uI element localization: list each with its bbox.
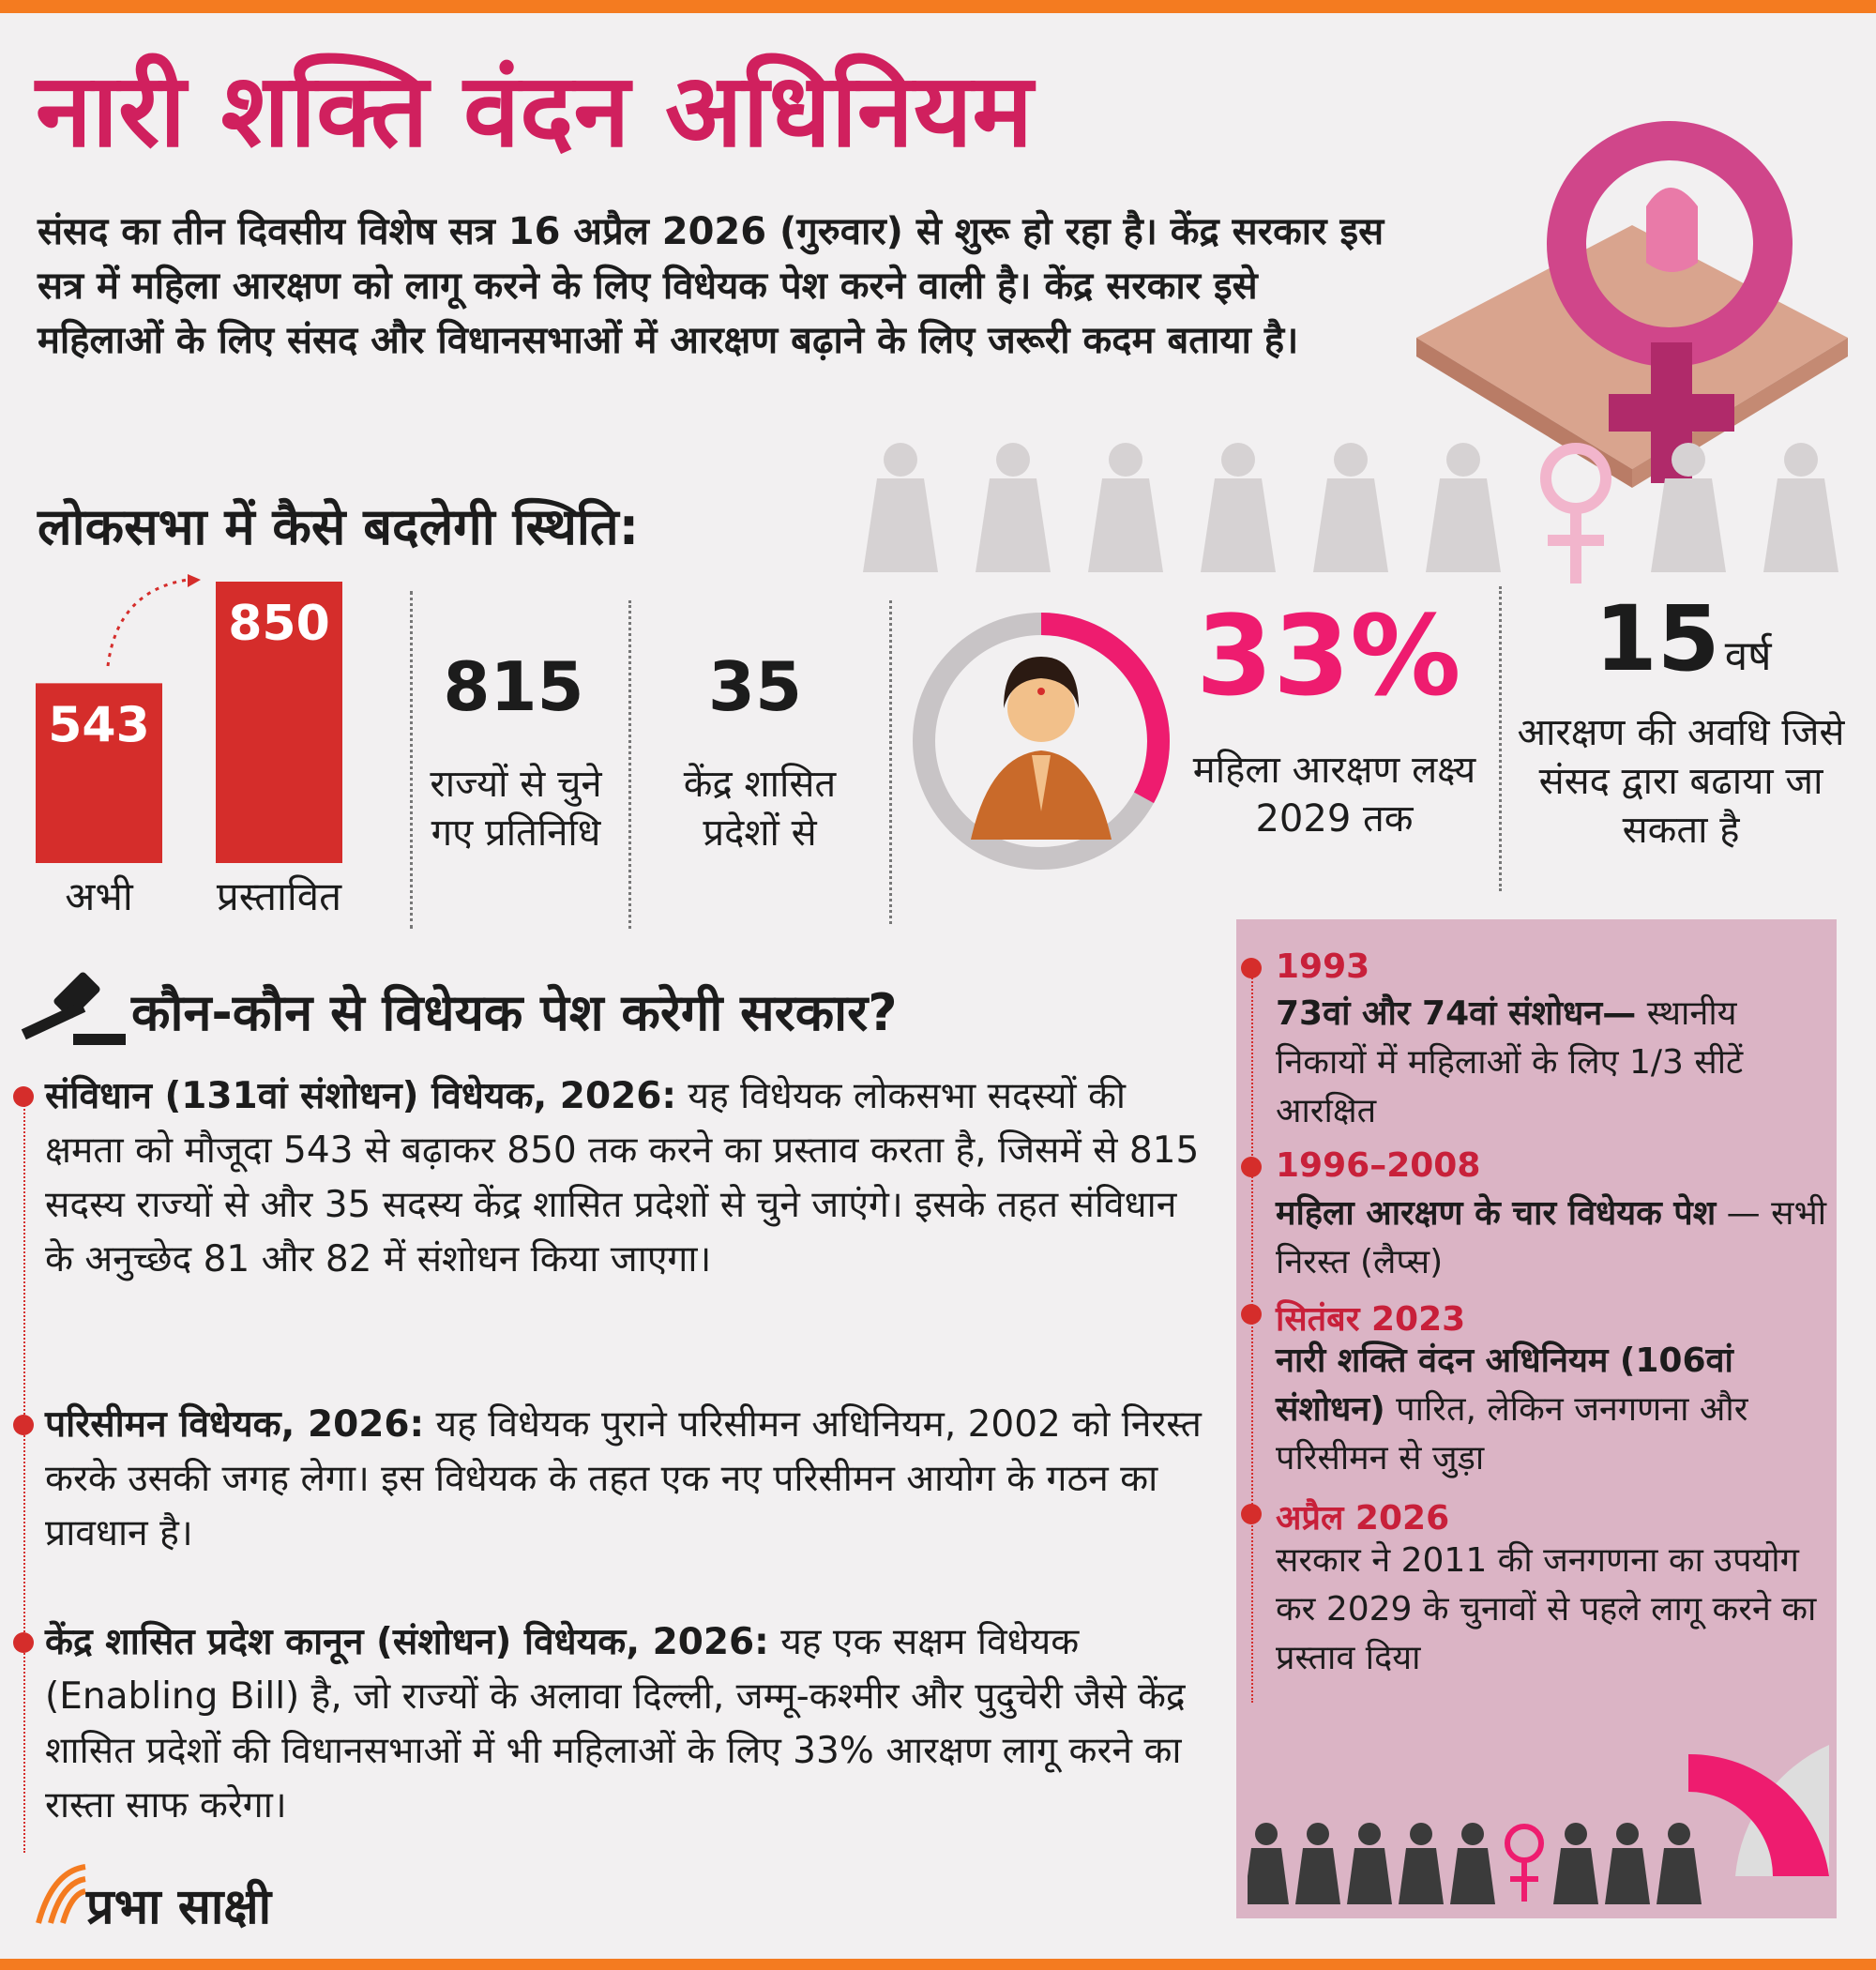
timeline-year: 1996–2008 [1276, 1146, 1481, 1185]
years-unit: वर्ष [1724, 632, 1772, 680]
woman-namaste-icon [971, 657, 1112, 840]
loksabha-bar-chart [28, 563, 403, 919]
timeline-desc: — सभी निरस्त (लैप्स) [1276, 1194, 1827, 1281]
timeline-bold: 73वां और 74वां संशोधन— [1276, 994, 1637, 1033]
timeline-year: सितंबर 2023 [1276, 1300, 1466, 1339]
bar-category-label: प्रस्तावित [216, 873, 342, 919]
bar-value-label: 543 [48, 697, 150, 754]
percent-label: महिला आरक्षण लक्ष्य 2029 तक [1192, 749, 1476, 841]
bar-category-label: अभी [65, 873, 133, 919]
bill-text: यह विधेयक पुराने परिसीमन अधिनियम, 2002 को निरस्त करके उसकी जगह लेगा। इस विधेयक के तहत एक नए परिसीमन आयोग के गठन का प्रावधान है। [45, 1403, 1202, 1554]
timeline-dot [1241, 1304, 1262, 1325]
subheading: लोकसभा में कैसे बदलेगी स्थिति: [38, 497, 640, 556]
timeline-text [1276, 1537, 1829, 1683]
bullet-dot [13, 1415, 34, 1435]
timeline-bold: नारी शक्ति वंदन अधिनियम (106वां संशोधन) [1276, 1341, 1733, 1429]
growth-arrow [108, 580, 188, 666]
timeline-text [1276, 1337, 1829, 1483]
bill-head: केंद्र शासित प्रदेश कानून (संशोधन) विधेयक, 2026: [45, 1621, 769, 1663]
timeline-year: अप्रैल 2026 [1276, 1499, 1450, 1538]
women-row-icon [863, 441, 1876, 600]
timeline-desc: सरकार ने 2011 की जनगणना का उपयोग कर 2029 के चुनावों से पहले लागू करने का प्रस्ताव दिया [1276, 1541, 1817, 1677]
timeline-year: 1993 [1276, 947, 1370, 986]
bill-text: यह विधेयक लोकसभा सदस्यों की क्षमता को मौजूदा 543 से बढ़ाकर 850 तक करने का प्रस्ताव करता है, जिसमें से 815 सदस्य राज्यों से और 35 सदस्य केंद्र शासित प्रदेशों से चुने जाएंगे। इसके तहत संविधान के अनुच्छेद 81 और 82 में संशोधन किया जाएगा। [45, 1075, 1200, 1280]
page-title: नारी शक्ति वंदन अधिनियम [36, 53, 1034, 170]
years-number: 15 [1595, 586, 1720, 691]
divider [889, 600, 892, 924]
bill-item [45, 1615, 1208, 1833]
states-label: राज्यों से चुने गए प्रतिनिधि [430, 763, 602, 855]
bill-text: यह एक सक्षम विधेयक (Enabling Bill) है, जो राज्यों के अलावा दिल्ली, जम्मू-कश्मीर और पुदुचेरी जैसे केंद्र शासित प्रदेशों की विधानसभाओं में भी महिलाओं के लिए 33% आरक्षण लागू करने का रास्ता साफ करेगा। [45, 1621, 1186, 1826]
ut-number: 35 [707, 647, 803, 726]
timeline-dot [1241, 1504, 1262, 1524]
bullet-dot [13, 1632, 34, 1653]
bill-item [45, 1398, 1208, 1561]
timeline-desc: स्थानीय निकायों में महिलाओं के लिए 1/3 सीटें आरक्षित [1276, 994, 1744, 1130]
top-accent-bar [0, 0, 1876, 13]
timeline-text [1276, 990, 1829, 1136]
years-figure [1595, 586, 1772, 691]
bar-value-label: 850 [228, 596, 330, 652]
bottom-accent-bar [0, 1959, 1876, 1970]
states-number: 815 [443, 647, 584, 726]
years-label: आरक्षण की अवधि जिसे संसद द्वारा बढाया जा सकता है [1517, 711, 1845, 852]
gavel-icon [17, 966, 129, 1051]
timeline-line [1251, 971, 1253, 1703]
ut-label: केंद्र शासित प्रदेशों से [683, 763, 837, 855]
divider [628, 600, 631, 929]
bill-head: संविधान (131वां संशोधन) विधेयक, 2026: [45, 1075, 676, 1117]
timeline-dot [1241, 1157, 1262, 1177]
bills-timeline-line [23, 1102, 25, 1853]
timeline-desc: पारित, लेकिन जनगणना और परिसीमन से जुड़ा [1276, 1390, 1748, 1478]
divider [410, 591, 413, 929]
logo-mark-icon [34, 1862, 90, 1928]
timeline-dot [1241, 958, 1262, 978]
bill-item [45, 1069, 1208, 1287]
reservation-donut [905, 605, 1177, 877]
intro-paragraph: संसद का तीन दिवसीय विशेष सत्र 16 अप्रैल 2026 (गुरुवार) से शुरू हो रहा है। केंद्र सरकार इस सत्र में महिला आरक्षण को लागू करने के लिए विधेयक पेश करने वाली है। केंद्र सरकार इसे महिलाओं के लिए संसद और विधानसभाओं में आरक्षण बढ़ाने के लिए जरूरी कदम बताया है। [38, 210, 1384, 362]
timeline-text [1276, 1190, 1829, 1287]
bullet-dot [13, 1086, 34, 1107]
timeline-bold: महिला आरक्षण के चार विधेयक पेश [1276, 1194, 1717, 1233]
brand-logo: प्रभा साक्षी [86, 1879, 272, 1935]
women-row-icon [1248, 1745, 1829, 1914]
divider [1499, 586, 1502, 891]
bills-title: कौन-कौन से विधेयक पेश करेगी सरकार? [131, 983, 898, 1042]
female-symbol-icon [1398, 113, 1867, 488]
percent-number: 33% [1196, 591, 1461, 720]
bill-head: परिसीमन विधेयक, 2026: [45, 1403, 425, 1446]
